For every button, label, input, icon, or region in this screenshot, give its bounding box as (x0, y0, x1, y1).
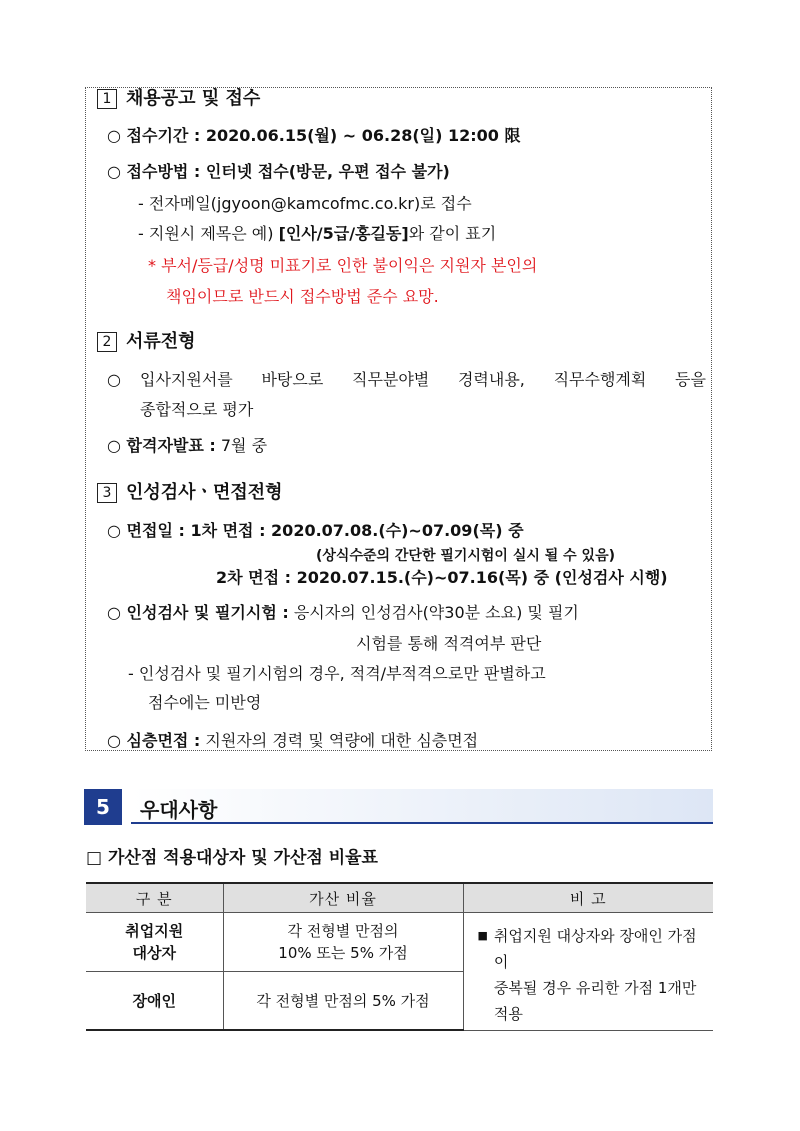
desc-word: 등을 (675, 370, 706, 389)
rate-cell (223, 913, 463, 972)
remarks-content (478, 923, 706, 1027)
test-value: 응시자의 인성검사(약30분 소요) 및 필기 (288, 603, 579, 622)
interview-round-1-note: (상식수준의 간단한 필기시험이 실시 될 수 있음) (316, 548, 615, 564)
section-5-underline (131, 822, 713, 824)
interview-round-1: ○ 면접일 : 1차 면접 : 2020.07.08.(수)~07.09(목) 중 (107, 521, 524, 540)
screening-bullet: ○ (107, 370, 121, 389)
remarks-line: 취업지원 대상자와 장애인 가점이 (493, 927, 697, 971)
deep-value: 지원자의 경력 및 역량에 대한 심층면접 (200, 731, 479, 750)
subject-example: [인사/5급/홍길동] (278, 224, 409, 243)
application-method: ○ 접수방법 : 인터넷 접수(방문, 우편 접수 불가) (107, 162, 450, 181)
section-5-number: 5 (84, 789, 122, 825)
header-category: 구 분 (86, 883, 223, 913)
rate-line: 각 전형별 만점의 (287, 922, 399, 940)
warning-line-2: 책임이므로 반드시 접수방법 준수 요망. (166, 287, 439, 306)
section-3-heading (97, 483, 283, 503)
section-number-3: 3 (97, 483, 117, 503)
section-number-2: 2 (97, 332, 117, 352)
table-header-row (86, 883, 713, 913)
remarks-text (494, 923, 705, 1027)
table-row (86, 913, 713, 972)
personality-written-test (107, 603, 579, 623)
bonus-table-title: □ 가산점 적용대상자 및 가산점 비율표 (86, 848, 378, 868)
test-label: ○ 인성검사 및 필기시험 : (107, 603, 289, 622)
desc-word: 입사지원서를 (140, 370, 233, 389)
results-value: 7월 중 (215, 436, 268, 455)
section-3-title: 인성검사ㆍ면접전형 (126, 482, 283, 503)
section-5-bar (131, 789, 713, 822)
test-value-2: 시험를 통해 적격여부 판단 (356, 634, 542, 653)
rate-line: 10% 또는 5% 가점 (278, 944, 408, 962)
results-label: ○ 합격자발표 : (107, 436, 216, 455)
deep-label: ○ 심층면접 : (107, 731, 201, 750)
desc-word: 경력내용, (457, 370, 525, 389)
subject-suffix: 와 같이 표기 (408, 224, 497, 243)
section-number-1: 1 (97, 89, 117, 109)
test-note-2: 점수에는 미반영 (148, 693, 262, 712)
subject-prefix: - 지원시 제목은 예) (138, 224, 279, 243)
in-depth-interview (107, 731, 478, 751)
square-bullet-icon: ■ (477, 929, 488, 942)
section-1-heading (97, 89, 260, 109)
remarks-line: 적용 (493, 1005, 523, 1023)
warning-line-1: * 부서/등급/성명 미표기로 인한 불이익은 지원자 본인의 (148, 256, 538, 275)
interview-round-2: 2차 면접 : 2020.07.15.(수)~07.16(목) 중 (인성검사 시행) (216, 568, 668, 587)
screening-description (140, 370, 706, 390)
category-cell (86, 913, 223, 972)
desc-word: 직무수행계획 (553, 370, 647, 389)
category-cell: 장애인 (86, 972, 223, 1031)
section-2-title: 서류전형 (126, 331, 196, 352)
desc-word: 바탕으로 (261, 370, 324, 389)
header-rate: 가산 비율 (223, 883, 463, 913)
section-1-title: 채용공고 및 접수 (126, 88, 261, 109)
bonus-points-table (86, 882, 713, 1031)
screening-description-2: 종합적으로 평가 (140, 400, 254, 419)
section-2-heading (97, 332, 196, 352)
section-5-title: 우대사항 (140, 798, 218, 822)
header-remarks: 비 고 (463, 883, 713, 913)
rate-cell: 각 전형별 만점의 5% 가점 (223, 972, 463, 1031)
subject-format (138, 224, 496, 244)
test-note-1: - 인성검사 및 필기시험의 경우, 적격/부적격으로만 판별하고 (128, 664, 546, 683)
remarks-line: 중복될 경우 유리한 가점 1개만 (493, 979, 697, 997)
desc-word: 직무분야별 (351, 370, 430, 389)
application-period: ○ 접수기간 : 2020.06.15(월) ~ 06.28(일) 12:00 限 (107, 126, 521, 145)
category-line: 취업지원 (125, 922, 184, 940)
results-announcement (107, 436, 267, 456)
remarks-cell (463, 913, 713, 1031)
email-submission: - 전자메일(jgyoon@kamcofmc.co.kr)로 접수 (138, 194, 472, 213)
category-line: 대상자 (132, 944, 176, 962)
